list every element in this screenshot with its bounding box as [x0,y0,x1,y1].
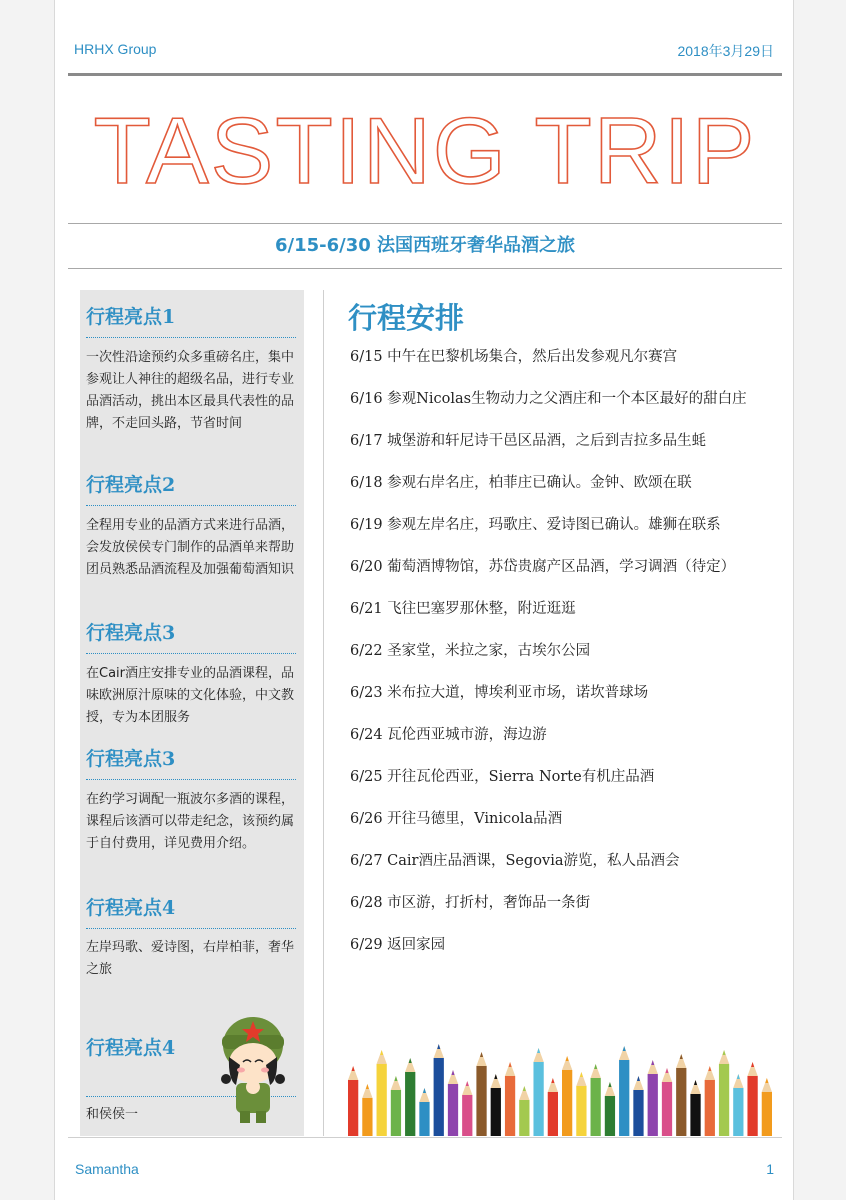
schedule-item: 6/18 参观右岸名庄，柏菲庄已确认。金钟、欧颂在联 [350,475,692,491]
schedule-title: 行程安排 [348,301,465,335]
pencil-lead [594,1064,597,1069]
highlight-divider [86,337,296,338]
highlight-3-title: 行程亮点3 [86,622,176,644]
pencil-body [419,1102,429,1136]
pencil-body [377,1064,387,1136]
pencil-body [391,1090,401,1136]
schedule-item: 6/26 开往马德里，Vinicola品酒 [350,811,563,827]
schedule-item: 6/15 中午在巴黎机场集合，然后出发参观凡尔赛宫 [350,349,678,365]
pencil-lead [723,1050,726,1055]
pencil-lead [737,1074,740,1079]
pencil-lead [608,1082,611,1087]
highlight-4-text: 在约学习调配一瓶波尔多酒的课程，课程后该酒可以带走纪念，该预约属于自付费用，详见费用介绍。 [86,792,295,851]
highlight-4-title: 行程亮点3 [86,748,176,770]
page-number: 1 [766,1161,774,1177]
pencil-lead [509,1062,512,1067]
pencil-lead [437,1044,440,1049]
schedule-item: 6/25 开往瓦伦西亚，Sierra Norte有机庄品酒 [350,769,655,785]
schedule-item: 6/20 葡萄酒博物馆，苏岱贵腐产区品酒，学习调酒（待定） [350,559,736,575]
pencil-body [533,1062,543,1136]
highlight-divider [86,505,296,506]
schedule-item: 6/23 米布拉大道，博埃利亚市场，诺坎普球场 [350,685,649,701]
pencil-body [633,1090,643,1136]
pencils-image [346,1030,774,1136]
schedule-item: 6/21 飞往巴塞罗那休整，附近逛逛 [350,601,576,617]
pencil-body [491,1088,501,1136]
highlight-divider [86,928,296,929]
highlight-6-title: 行程亮点4 [86,1037,176,1059]
pencil-body [476,1066,486,1136]
schedule-item: 6/24 瓦伦西亚城市游，海边游 [350,727,547,743]
header-date: 2018年3月29日 [677,43,774,59]
pencil-lead [537,1048,540,1053]
subtitle-top-divider [68,223,782,224]
pencil-body [362,1098,372,1136]
pencil-lead [523,1086,526,1091]
pencil-body [348,1080,358,1136]
pencil-body [662,1082,672,1136]
highlight-divider [86,653,296,654]
pencil-body [519,1100,529,1136]
pencil-body [548,1092,558,1136]
highlight-2-text: 全程用专业的品酒方式来进行品酒，会发放侯侯专门制作的品酒单来帮助团员熟悉品酒流程及加强葡萄酒知识 [86,518,295,577]
pencil-body [747,1076,757,1136]
pencil-body [591,1078,601,1136]
pencil-body [448,1084,458,1136]
pencil-body [733,1088,743,1136]
footer-divider [68,1137,782,1138]
pencil-lead [665,1068,668,1073]
pencil-body [462,1095,472,1136]
page-title: TASTING TRIP [93,98,757,203]
header-divider [68,73,782,76]
highlight-5-title: 行程亮点4 [86,897,176,919]
highlight-1-title: 行程亮点1 [86,306,176,328]
schedule-item: 6/22 圣家堂，米拉之家，古埃尔公园 [350,643,591,659]
footer-author: Samantha [75,1161,139,1177]
trip-subtitle: 6/15-6/30 法国西班牙奢华品酒之旅 [274,235,576,256]
schedule-item: 6/19 参观左岸名庄，玛歌庄、爱诗图已确认。雄狮在联系 [350,517,721,533]
pencil-body [648,1074,658,1136]
pencil-lead [380,1050,383,1055]
highlight-3-text: 在Cair酒庄安排专业的品酒课程，品味欧洲原汁原味的文化体验，中文教授，专为本团服务 [86,666,295,725]
pencil-body [690,1094,700,1136]
pencil-lead [409,1058,412,1063]
pencil-lead [751,1062,754,1067]
schedule-item: 6/16 参观Nicolas生物动力之父酒庄和一个本区最好的甜白庄 [350,391,747,407]
schedule-item: 6/27 Cair酒庄品酒课，Segovia游览，私人品酒会 [350,853,680,869]
pencil-body [619,1060,629,1136]
pencil-body [562,1070,572,1136]
pencil-lead [708,1066,711,1071]
mascot-image [208,1005,298,1125]
pencil-lead [694,1080,697,1085]
pencil-body [434,1058,444,1136]
pencil-body [719,1064,729,1136]
pencil-body [505,1076,515,1136]
pencil-lead [423,1088,426,1093]
pencil-lead [551,1078,554,1083]
highlight-6-text: 和侯侯一 [86,1107,139,1122]
schedule-item: 6/17 城堡游和轩尼诗干邑区品酒，之后到吉拉多品生蚝 [350,433,707,449]
pencil-lead [623,1046,626,1051]
subtitle-bottom-divider [68,268,782,269]
schedule-item: 6/28 市区游，打折村，奢饰品一条街 [350,895,591,911]
pencil-body [605,1096,615,1136]
pencil-lead [394,1076,397,1081]
pencil-lead [637,1076,640,1081]
pencil-body [405,1072,415,1136]
pencil-lead [580,1072,583,1077]
pencil-body [762,1092,772,1136]
pencil-lead [480,1052,483,1057]
pencil-lead [366,1084,369,1089]
header-org: HRHX Group [74,41,157,57]
pencil-body [676,1068,686,1136]
pencil-lead [352,1066,355,1071]
pencil-body [705,1080,715,1136]
pencil-lead [566,1056,569,1061]
pencil-body [576,1086,586,1136]
pencil-lead [466,1081,469,1086]
pencil-lead [451,1070,454,1075]
pencil-lead [494,1074,497,1079]
highlight-5-text: 左岸玛歌、爱诗图，右岸柏菲，奢华之旅 [86,940,295,977]
schedule-item: 6/29 返回家园 [350,937,446,953]
pencil-lead [765,1078,768,1083]
pencil-lead [680,1054,683,1059]
highlight-1-text: 一次性沿途预约众多重磅名庄，集中参观让人神往的超级名品，进行专业品酒活动，挑出本区最具代表性的品牌，不走回头路，节省时间 [86,350,295,431]
column-divider [323,290,324,1136]
highlight-2-title: 行程亮点2 [86,474,176,496]
pencil-lead [651,1060,654,1065]
highlight-divider [86,779,296,780]
